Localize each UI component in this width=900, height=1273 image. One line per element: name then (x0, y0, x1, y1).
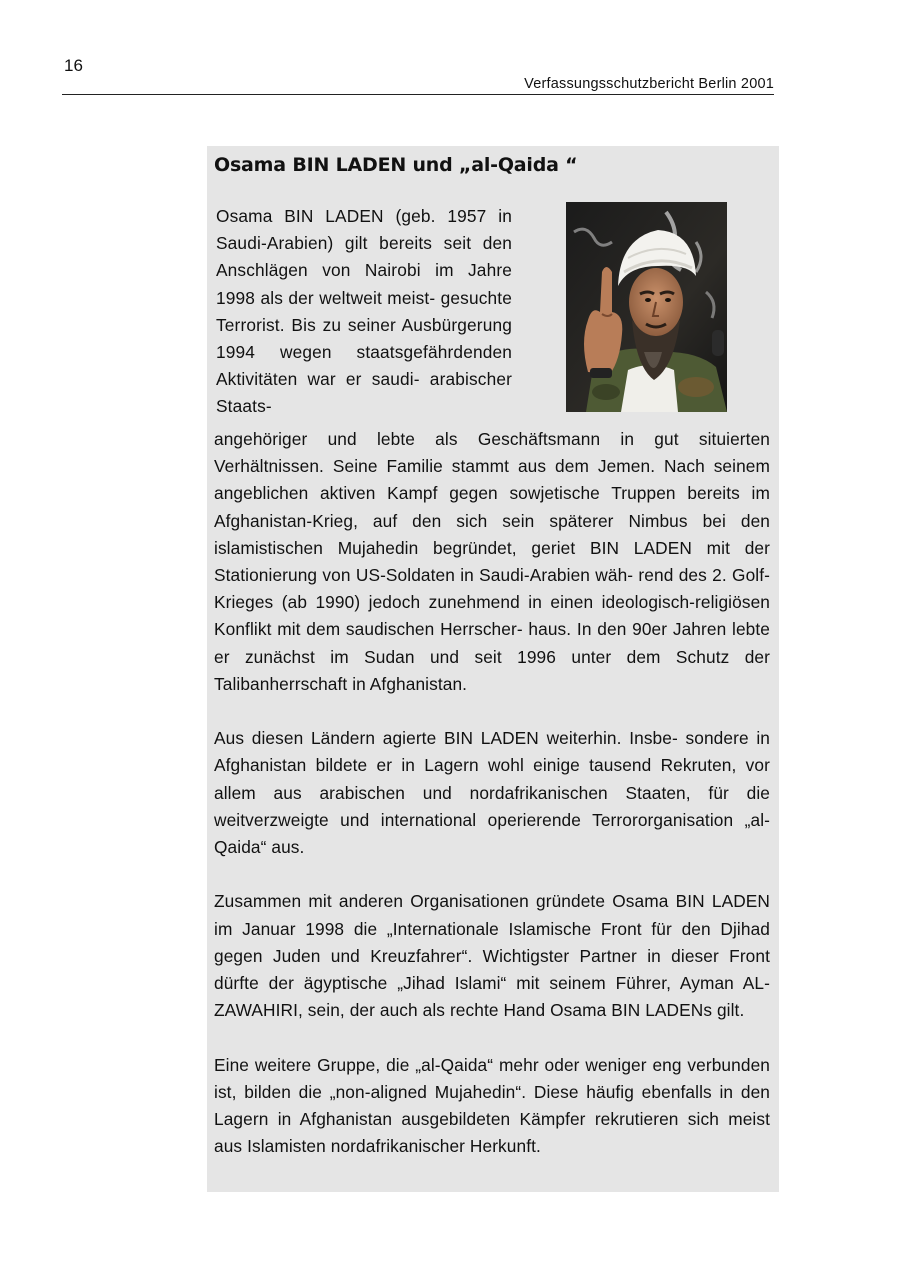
intro-text: Osama BIN LADEN (geb. 1957 in Saudi-Arabien) gilt bereits seit den Anschlägen von Nairobi im Jahre 1998 als der weltweit meist- gesuchte Terrorist. Bis zu seiner Ausbürgerung 1994 wegen staatsgefährdenden Aktivitäten war er saudi- arabischer Staats- (216, 206, 512, 417)
paragraph: Zusammen mit anderen Organisationen gründete Osama BIN LADEN im Januar 1998 die „Internationale Islamische Front für den Djihad gegen Juden und Kreuzfahrer“. Wichtigster Partner in dieser Front dürfte der ägyptische „Jihad Islami“ mit seinem Führer, Ayman AL-ZAWAHIRI, sein, der auch als rechte Hand Osama BIN LADENs gilt. (214, 891, 770, 1021)
box-title: Osama BIN LADEN und „al-Qaida “ (214, 154, 578, 176)
paragraph: angehöriger und lebte als Geschäftsmann in gut situierten Verhältnissen. Seine Familie stammt aus dem Jemen. Nach seinem angeblichen aktiven Kampf gegen sowjetische Truppen bereits im Afghanistan-Krieg, auf den sich sein späterer Nimbus bei den islamistischen Mujahedin begründet, geriet BIN LADEN mit der Stationierung von US-Soldaten in Saudi-Arabien wäh- rend des 2. Golf-Krieges (ab 1990) jedoch zunehmend in einen ideologisch-religiösen Konflikt mit dem saudischen Herrscher- haus. In den 90er Jahren lebte er zunächst im Sudan und seit 1996 unter dem Schutz der Talibanherrschaft in Afghanistan. (214, 429, 770, 694)
portrait-photo-icon (566, 202, 727, 412)
page-number: 16 (64, 56, 83, 75)
paragraph: Eine weitere Gruppe, die „al-Qaida“ mehr oder weniger eng verbunden ist, bilden die „non-aligned Mujahedin“. Diese häufig ebenfalls in den Lagern in Afghanistan ausgebildeten Kämpfer rekrutieren sich meist aus Islamisten nordafrikanischer Herkunft. (214, 1054, 770, 1157)
body-text (214, 426, 770, 1160)
portrait-photo (566, 202, 727, 412)
running-header: Verfassungsschutzbericht Berlin 2001 (62, 76, 774, 95)
paragraph: Aus diesen Ländern agierte BIN LADEN weiterhin. Insbe- sondere in Afghanistan bildete er in Lagern wohl einige tausend Rekruten, vor allem aus arabischen und nordafrikanischen Staaten, für die weitverzweigte und international operierende Terrororganisation „al-Qaida“ aus. (214, 728, 770, 858)
